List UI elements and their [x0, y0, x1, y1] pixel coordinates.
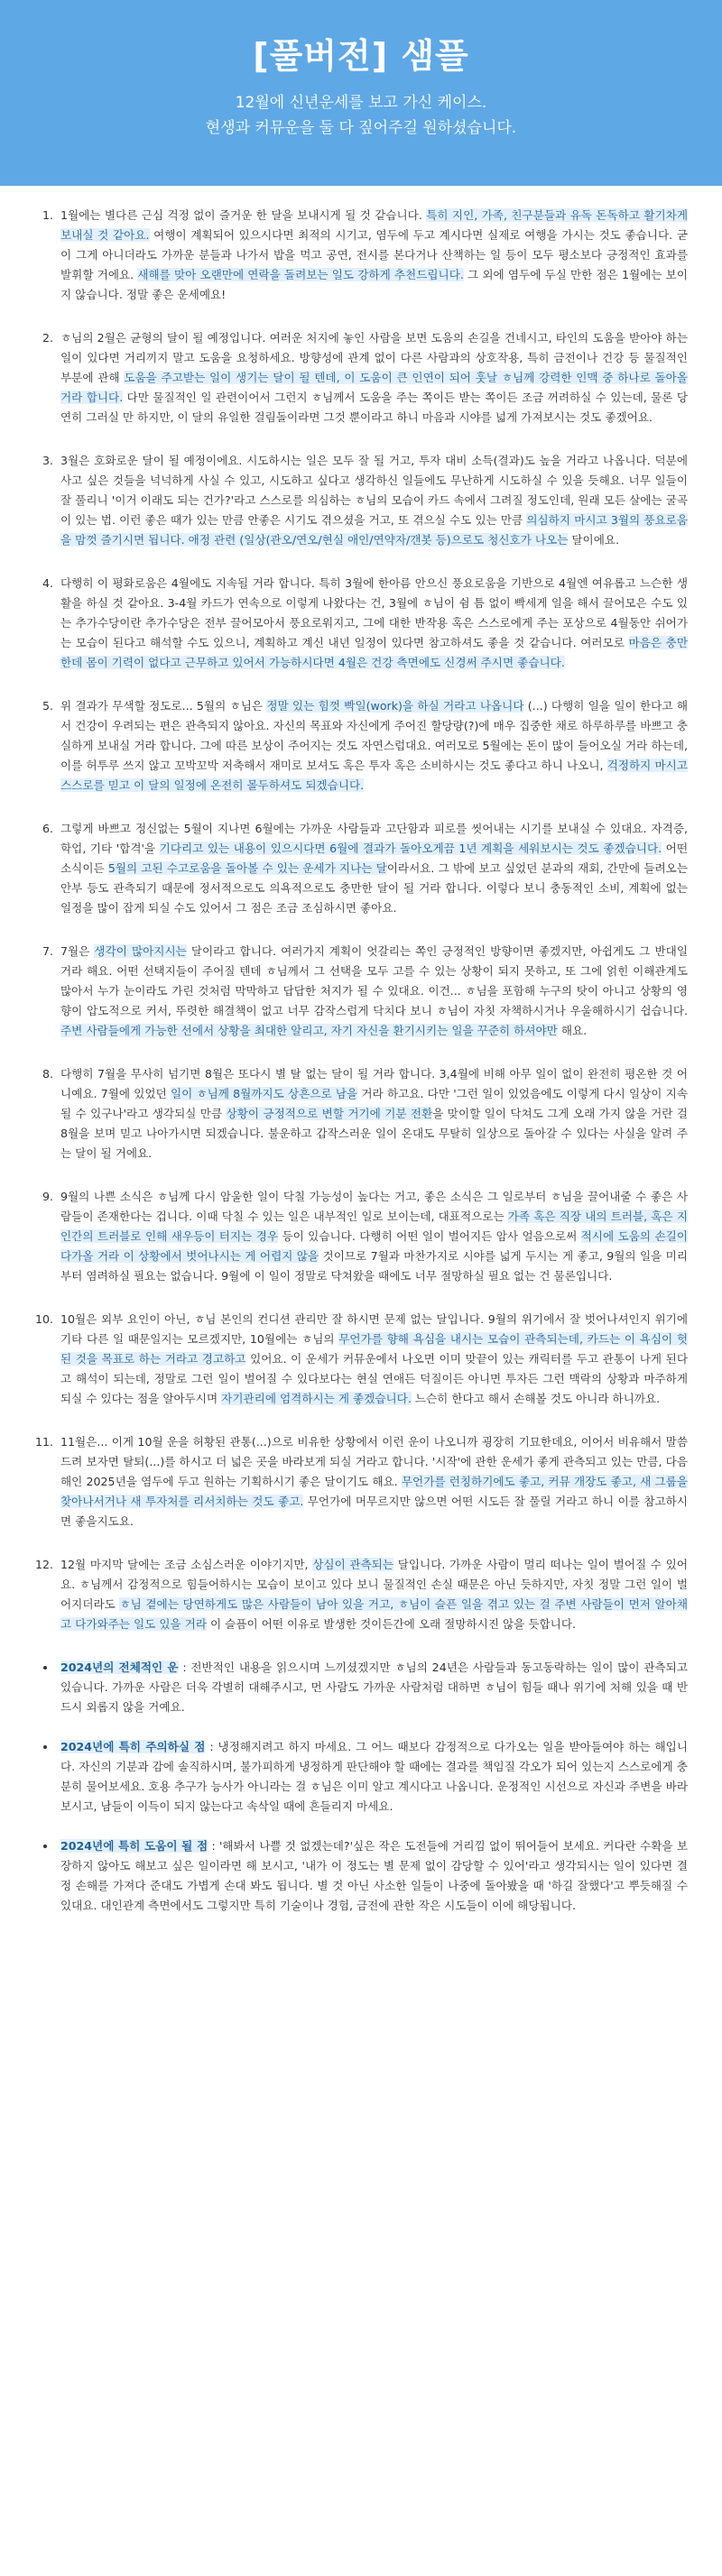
summary-title: 2024년에 특히 주의하실 점: [60, 1740, 206, 1753]
month-item: [57, 1432, 688, 1532]
text-segment: 등이 있습니다. 다행히 어떤 일이 벌어지든 암사 얼음으로써: [278, 1229, 581, 1243]
page-title: [풀버전] 샘플: [253, 36, 469, 76]
text-segment: 상심이 관측되는: [312, 1558, 394, 1571]
text-segment: 도움을 주고받는 일이 생기는 달이 될 텐데, 이 도움이 큰 인연이 되어 훗날 ㅎ님께 강력한 인맥 중 하나로 돌아올 거라 합니다.: [60, 371, 688, 404]
text-segment: 이라서요. 그 밖에 보고 싶었던 분과의 재회, 간만에 들려오는 안부 등도 관측되기 때문에 정서적으로도 의욕적으로도 충만한 달이 될 거라 합니다. 이렇다 보니 충동적인 소비, 계획에 없는 일정을 많이 잡게 되실 수도 있어서 그 점은 조금 조심하시면 좋아요.: [60, 861, 688, 915]
text-segment: 자기관리에 엄격하시는 게 좋겠습니다.: [221, 1392, 412, 1405]
summary-title: 2024년의 전체적인 운: [60, 1661, 179, 1674]
text-segment: 있어요. 이 운세가 커뮤운에서 나오면 이미 맞끝이 있는 캐릭터를 두고 관통이 나게 된다고 해석이 되는데, 정말로 그런 일이 벌어질 수 있다보다는 현실 연애든 덕질이든 아니면 투자든 그런 맥락의 상황과 마주하게 되실 수 있다는 점을 알아두시며: [60, 1352, 689, 1405]
month-item: [57, 451, 688, 550]
month-item: [57, 819, 688, 918]
text-segment: 가족 혹은 직장 내의 트러블, 혹은 지인간의 트러블로 인해 새우등이 터지는 경우: [60, 1210, 688, 1243]
text-segment: 것이므로 7월과 마찬가지로 시야를 넓게 두시는 게 좋고, 9월의 일을 미리부터 염려하실 필요는 없습니다. 9월에 이 일이 정말로 닥쳐왔을 때에도 너무 절망하실 필요 없는 건 물론입니다.: [60, 1249, 689, 1283]
monthly-fortune-list: [34, 206, 688, 1634]
text-segment: 7월은: [60, 944, 95, 958]
text-segment: 여행이 계획되어 있으시다면 최적의 시기고, 염두에 두고 계시다면 실제로 여행을 가시는 것도 좋습니다. 굳이 그게 아니더라도 가까운 분들과 나가서 밥을 먹고 공연, 전시를 본다거나 산책하는 일 등이 모두 평소보다 긍정적인 효과를 발휘할 거에요.: [60, 228, 689, 281]
text-segment: 그 외에 염두에 두실 만한 점은 1월에는 보이지 않습니다. 정말 좋은 운세예요!: [60, 268, 688, 301]
text-segment: 의심하지 마시고 3월의 풍요로움을 맘껏 즐기시면 됩니다. 애정 관련 (일상(관오/연오/현실 애인/연약자/갠봇 등)으로도 청신호가 나오는: [60, 513, 688, 547]
text-segment: : 전반적인 내용을 읽으시며 느끼셨겠지만 ㅎ님의 24년은 사람들과 동고동락하는 일이 많이 관측되고 있습니다. 가까운 사람은 더욱 각별히 대해주시고, 먼 사람도 가까운 사람처럼 대하면 ㅎ님이 힘들 때나 위기에 처해 있을 때 반드시 외롭지 않을 거예요.: [60, 1661, 688, 1714]
text-segment: 어떤 소식이든: [60, 842, 688, 875]
text-segment: 무언가를 런칭하기에도 좋고, 커뮤 개장도 좋고, 새 그룹을 찾아나서거나 새 투자처를 리서치하는 것도 좋고.: [60, 1475, 688, 1508]
summary-title: 2024년에 특히 도움이 될 점: [60, 1839, 208, 1853]
text-segment: 을 맞이할 일이 닥쳐도 그게 오래 가지 않을 거란 걸 8월을 보며 믿고 나아가시면 되겠습니다. 불운하고 갑작스러운 일이 온대도 무탈히 일상으로 돌아갈 수 있다는 사실을 알려 주는 달이 될 거에요.: [60, 1107, 688, 1160]
text-segment: 마음은 충만한데 몸이 기력이 없다고 근무하고 있어서 가능하시다면 4월은 건강 측면에도 신경써 주시면 좋습니다.: [60, 636, 688, 669]
text-segment: ㅎ님 곁에는 당연하게도 많은 사람들이 남아 있을 거고, ㅎ님이 슬픈 일을 겪고 있는 걸 주변 사람들이 먼저 알아채고 다가와주는 일도 있을 거라: [60, 1597, 688, 1631]
text-segment: 생각이 많아지시는: [94, 944, 187, 958]
subtitle-line: 12월에 신년운세를 보고 가신 케이스.: [235, 94, 487, 112]
text-segment: 적시에 도움의 손길이 다가올 거라 이 상황에서 벗어나시는 게 어렵지 않을: [60, 1229, 688, 1263]
text-segment: 11월은... 이게 10월 운을 허황된 관통(...)으로 비유한 상황에서 이런 운이 나오니까 굉장히 기묘한데요, 이어서 비유해서 말씀드려 보자면 탈퇴(...)를 하시고 더 넓은 곳을 바라보게 되실 거라고 합니다. '시작'에 관한 운세가 좋게 관측되고 있는 만큼, 다음 해인 2025년을 염두에 두고 원하는 기획하시기 좋은 달이기도 해요.: [60, 1435, 688, 1488]
text-segment: 12월 마지막 달에는 조금 소심스러운 이야기지만,: [60, 1558, 313, 1571]
text-segment: 다행히 7월을 무사히 넘기면 8월은 또다시 별 탈 없는 달이 될 거라 합니다. 3,4월에 비해 아무 일이 없이 완전히 평온한 것 어니예요. 7월에 있었던: [60, 1067, 688, 1100]
text-segment: 정말 있는 힘껏 빡일(work)을 하실 거라고 나옵니다: [266, 699, 524, 713]
text-segment: 기다리고 있는 내용이 있으시다면 6월에 결과가 돌아오게끔 1년 계획을 세워보시는 것도 좋겠습니다.: [159, 842, 662, 855]
text-segment: 1월에는 별다른 근심 걱정 없이 즐거운 한 달을 보내시게 될 것 같습니다.: [60, 208, 427, 222]
month-item: [57, 1064, 688, 1164]
text-segment: 무언가를 향해 욕심을 내시는 모습이 관측되는데, 카드는 이 욕심이 헛된 것을 목표로 하는 거라고 경고하고: [60, 1332, 689, 1366]
text-segment: 달입니다. 가까운 사람이 멀리 떠나는 일이 벌어질 수 있어요. ㅎ님께서 감정적으로 힘들어하시는 모습이 보이고 있다 보니 물질적인 손실 때문은 아닌 듯하지만, 자칫 정말 그런 일이 벌어지더라도: [60, 1558, 688, 1611]
text-segment: 위 결과가 무색할 정도로... 5월의 ㅎ님은: [60, 699, 267, 713]
text-segment: 다행히 이 평화로움은 4월에도 지속될 거라 합니다. 특히 3월에 한아름 안으신 풍요로움을 기반으로 4월엔 여유롭고 느슨한 생활을 하실 것 같아요. 3-4월 카드가 연속으로 이렇게 나왔다는 건, 3월에 ㅎ님이 쉼 틈 없이 빡세게 일을 해서 끌어모은 수도 있는 추가수당이란 추가수당은 전부 끌어모아서 풍요로워지고, 그에 대한 반작용 혹은 스스로에게 주는 포상으로 4월동안 쉬어가는 모습이 된다고 해석할 수도 있으니, 계획하고 계신 내년 일정이 있다면 참고하셔도 좋을 것 같습니다. 여러모로: [60, 576, 688, 649]
content-body: [0, 186, 722, 1954]
text-segment: 달이라고 합니다. 여러가지 계획이 엇갈리는 쪽인 긍정적인 방향이면 좋겠지만, 아쉽게도 그 반대일 거라 해요. 어떤 선택지들이 주어질 텐데 ㅎ님께서 그 선택을 모두 고를 수 있는 상황이 되지 못하고, 또 그에 얽힌 이해관계도 많아서 누가 눈이라도 가린 것처럼 막막하고 답답한 처지가 될 수 있대요. 이건... ㅎ님을 포함해 누구의 탓이 아니고 상황의 영향이 압도적으로 커서, 뚜렷한 해결책이 없고 너무 감작스럽게 닥치다 보니 ㅎ님이 자칫 자책하시거나 우울해하시기 쉽습니다.: [60, 944, 688, 1017]
text-segment: 느슨히 한다고 해서 손해볼 것도 아니라 하니까요.: [411, 1392, 661, 1405]
summary-list: [34, 1658, 688, 1916]
text-segment: 9월의 나쁜 소식은 ㅎ님께 다시 암울한 일이 닥칠 가능성이 높다는 거고, 좋은 소식은 그 일로부터 ㅎ님을 끌어내줄 수 좋은 사람들이 존재한다는 겁니다. 이때 닥칠 수 있는 일은 내부적인 일로 보이는데, 대표적으로는: [60, 1190, 688, 1223]
text-segment: 일이 ㅎ님께 8월까지도 상흔으로 남을: [170, 1087, 358, 1100]
month-item: [57, 696, 688, 796]
text-segment: 3월은 호화로운 달이 될 예정이에요. 시도하시는 일은 모두 잘 될 거고, 투자 대비 소득(결과)도 높을 거라고 나옵니다. 덕분에 사고 싶은 것들을 넉넉하게 사실 수 있고, 시도하고 싶다고 생각하신 일들에도 무난하게 시도하실 수 있을 듯해요. 너무 일들이 잘 풀리니 '이거 이래도 되는 건가?'라고 스스로를 의심하는 ㅎ님의 모습이 카드 속에서 그려질 정도인데, 원래 모든 살에는 굴곡이 있는 법. 이런 좋은 때가 있는 만큼 안좋은 시기도 겪으셨을 거고, 또 겪으실 수도 있는 만큼: [60, 454, 688, 527]
text-segment: 5월의 고된 수고로움을 돌아볼 수 있는 운세가 지나는 달: [107, 861, 387, 875]
page-subtitle: [0, 90, 722, 141]
month-item: [57, 574, 688, 673]
text-segment: : '해봐서 나쁠 것 없겠는데?'싶은 작은 도전들에 거리낌 없이 뛰어들어 보세요. 커다란 수확을 보장하지 않아도 해보고 싶은 일이라면 해 보시고, '내가 이 정도는 별 문제 없이 감당할 수 있어'라고 생각되시는 일이 있다면 결정 손해를 가져다 준대도 가볍게 손대 봐도 됩니다. 별 것 아닌 사소한 일들이 나중에 돌아봤을 때 '하길 잘했다'고 뿌듯해질 수 있대요. 대인관계 측면에서도 그렇지만 특히 기술이나 경험, 금전에 관한 작은 시도들이 이에 해당됩니다.: [60, 1839, 688, 1912]
text-segment: 그렇게 바쁘고 정신없는 5월이 지나면 6월에는 가까운 사람들과 고단함과 피로를 씻어내는 시기를 보내실 수 있대요. 자격증, 학업, 기타 '합격'을: [60, 822, 688, 855]
header-banner: [0, 0, 722, 186]
month-item: [57, 942, 688, 1041]
month-item: [57, 1187, 688, 1286]
summary-item: [57, 1737, 688, 1817]
text-segment: 새해를 맞아 오랜만에 연락을 돌려보는 일도 강하게 추천드립니다.: [137, 268, 464, 281]
text-segment: 주변 사람들에게 가능한 선에서 상황을 최대한 알리고, 자기 자신을 환기시키는 일을 꾸준히 하셔야만: [60, 1024, 558, 1037]
month-item: [57, 1310, 688, 1409]
text-segment: ㅎ님의 2월은 균형의 달이 될 예정입니다. 여러운 처지에 놓인 사람을 보면 도움의 손길을 건네시고, 타인의 도움을 받아야 하는 일이 있다면 거리끼지 말고 도움을 요청하세요. 방향성에 관계 없이 다른 사람과의 상호작용, 특히 금전이나 건강 등 물질적인 부분에 관해: [60, 331, 688, 384]
month-item: [57, 206, 688, 305]
text-segment: : 냉정해지려고 하지 마세요. 그 어느 때보다 감정적으로 다가오는 일을 받아들여야 하는 해입니다. 자신의 기분과 감에 솔직하시며, 불가피하게 냉정하게 판단해야 할 때에는 결과를 책임질 각오가 되어 있는지 스스로에게 충분히 물어보세요. 호용 추구가 능사가 아니라는 걸 ㅎ님은 이미 알고 계시다고 나옵니다. 운정적인 시선으로 자신과 주변을 바라보시고, 남들이 이득이 되지 않는다고 속삭일 때에 흔들리지 마세요.: [60, 1740, 688, 1813]
month-item: [57, 328, 688, 428]
text-segment: (...) 다행히 일을 일이 한다고 해서 건강이 우려되는 편은 관측되지 않아요. 자신의 목표와 자신에게 주어진 할당량(?)에 매우 집중한 채로 하루하루를 바쁘고 충실하게 보내실 거라 합니다. 그에 따른 보상이 주어지는 것도 자연스럽대요. 여러모로 5월에는 돈이 많이 들어오실 거라 하는데, 이를 허투루 쓰지 않고 꼬박꼬박 저축해서 재미로 보셔도 혹은 투자 혹은 소비하시는 것도 좋다고 하니 나오니,: [60, 699, 688, 772]
summary-item: [57, 1658, 688, 1717]
text-segment: 해요.: [557, 1024, 588, 1037]
text-segment: 달이에요.: [568, 533, 620, 547]
text-segment: 무언가에 머무르지만 않으면 어떤 시도든 잘 풀릴 거라고 하니 이를 참고하시면 좋을지도요.: [60, 1495, 688, 1528]
text-segment: 특히 지인, 가족, 친구분들과 유독 돈독하고 활기차게 보내실 것 같아요.: [60, 208, 688, 242]
subtitle-line: 현생과 커뮤운을 둘 다 짚어주길 원하셨습니다.: [205, 119, 517, 137]
text-segment: 다만 물질적인 일 관련이어서 그런지 ㅎ님께서 도움을 주는 쪽이든 받는 쪽이든 조금 꺼려하실 수 있는데, 물론 당연히 그러실 만 하지만, 이 달의 유일한 걸림돌이라면 그것 뿐이라고 하니 마음과 시야를 넓게 가져보시는 것도 좋겠어요.: [60, 391, 688, 424]
text-segment: 상황이 긍정적으로 변할 거기에 기분 전환: [226, 1107, 433, 1120]
text-segment: 걱정하지 마시고 스스로를 믿고 이 달의 일정에 온전히 몰두하셔도 되겠습니다.: [60, 759, 688, 792]
summary-item: [57, 1836, 688, 1916]
text-segment: 거라 하고요. 다만 '그런 일이 있었음에도 이렇게 다시 일상이 지속될 수 있구나'라고 생각되실 만큼: [60, 1087, 688, 1120]
text-segment: 이 슬픔이 어떤 이유로 발생한 것이든간에 오래 절망하시진 않을 듯합니다.: [207, 1617, 577, 1631]
text-segment: 10월은 외부 요인이 아닌, ㅎ님 본인의 컨디션 관리만 잘 하시면 문제 없는 달입니다. 9월의 위기에서 잘 벗어나셔인지 위기에 기타 다른 일 때문일지는 모르겠지만, 10월에는 ㅎ님의: [60, 1312, 688, 1346]
month-item: [57, 1555, 688, 1634]
